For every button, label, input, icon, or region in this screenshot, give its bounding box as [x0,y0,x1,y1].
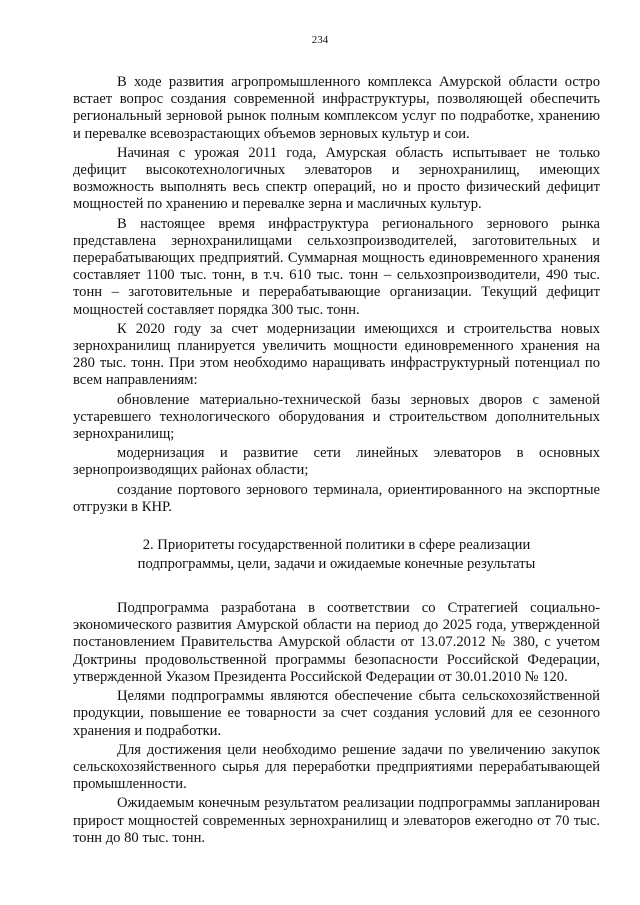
section-heading-line: подпрограммы, цели, задачи и ожидаемые конечные результаты [137,556,536,573]
paragraph: К 2020 году за счет модернизации имеющихся и строительства новых зернохранилищ планируется увеличить мощности единовременного хранения на 280 тыс. тонн. При этом необходимо наращивать инфраструктурный потенциал по всем направлениям: [73,320,600,389]
paragraph: В настоящее время инфраструктура регионального зернового рынка представлена зернохранилищами сельхозпроизводителей, заготовительных и перерабатывающих предприятий. Суммарная мощность единовременного хранения составляет 1100 тыс. тонн, в т.ч. 610 тыс. тонн – сельхозпроизводители, 490 тыс. тонн – заготовительные и перерабатывающие организации. Текущий дефицит мощностей составляет порядка 300 тыс. тонн. [73,215,600,318]
list-item: создание портового зернового терминала, ориентированного на экспортные отгрузки в КНР. [73,481,600,515]
paragraph: Для достижения цели необходимо решение задачи по увеличению закупок сельскохозяйственного сырья для переработки предприятиями перерабатывающей промышленности. [73,741,600,793]
page-number: 234 [311,34,329,46]
paragraph: Целями подпрограммы являются обеспечение сбыта сельскохозяйственной продукции, повышение ее товарности за счет создания условий для ее сезонного хранения и подработки. [73,688,600,739]
paragraph: В ходе развития агропромышленного комплекса Амурской области остро встает вопрос создания современной инфраструктуры, позволяющей обеспечить региональный зерновой рынок полным комплексом услуг по подработке, хранению и перевалке всевозрастающих объемов зерновых культур и сои. [73,74,600,142]
section-heading-line: 2. Приоритеты государственной политики в сфере реализации [142,537,531,554]
section-heading [73,536,600,574]
list-item: обновление материально-технической базы зерновых дворов с заменой устаревшего технологического оборудования и строительством дополнительных зернохранилищ; [73,391,600,443]
document-body [73,74,600,847]
paragraph: Подпрограмма разработана в соответствии со Стратегией социально-экономического развития Амурской области на период до 2025 года, утвержденной постановлением Правительства Амурской области от 13.07.2012 № 380, с учетом Доктрины продовольственной программы безопасности Российской Федерации, утвержденной Указом Президента Российской Федерации от 30.01.2010 № 120. [73,600,600,685]
list-item: модернизация и развитие сети линейных элеваторов в основных зернопроизводящих районах области; [73,445,600,479]
paragraph: Начиная с урожая 2011 года, Амурская область испытывает не только дефицит высокотехнологичных элеваторов и зернохранилищ, имеющих возможность выполнять весь спектр операций, но и просто физический дефицит мощностей по хранению и перевалке зерна и масличных культур. [73,144,600,213]
paragraph: Ожидаемым конечным результатом реализации подпрограммы запланирован прирост мощностей современных зернохранилищ и элеваторов ежегодно от 70 тыс. тонн до 80 тыс. тонн. [73,795,600,846]
